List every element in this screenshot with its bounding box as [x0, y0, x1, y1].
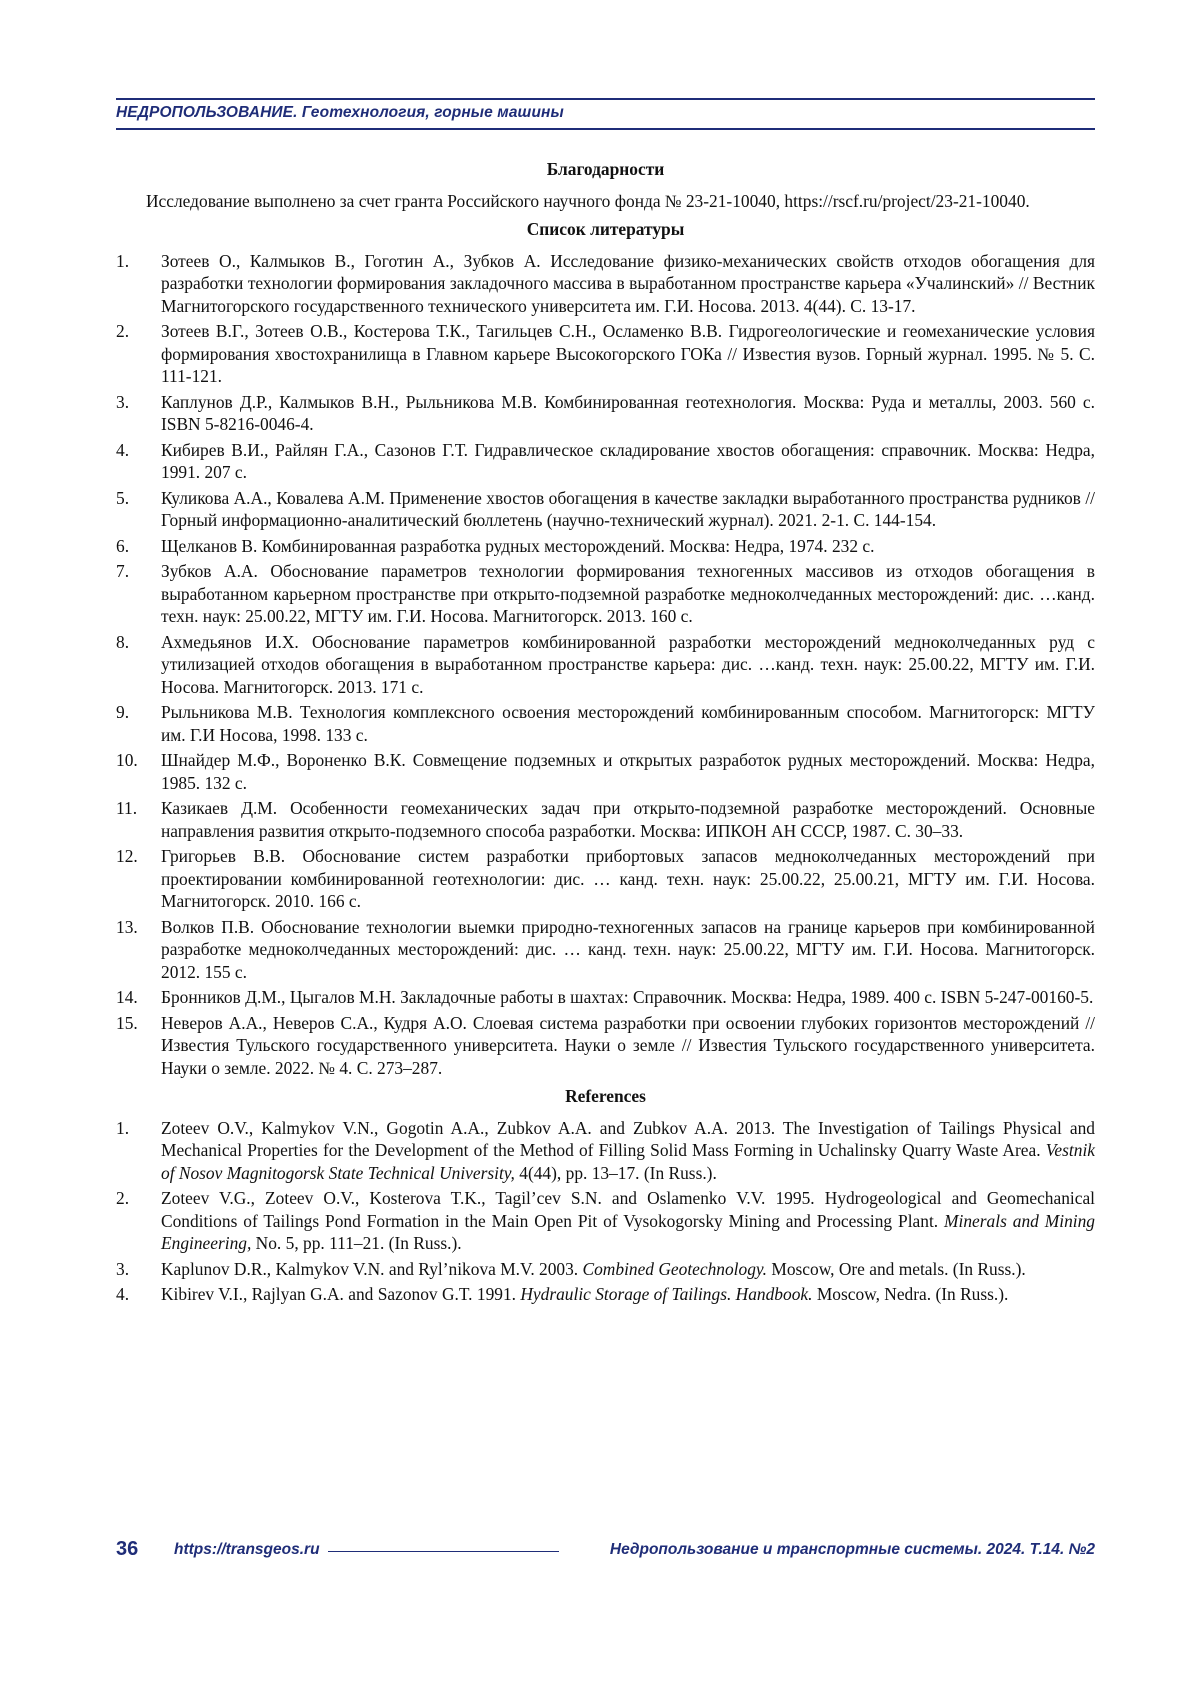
reference-authors-title: Kibirev V.I., Rajlyan G.A. and Sazonov G.T. 1991.: [161, 1284, 521, 1304]
site-url-link[interactable]: https://transgeos.ru: [174, 1541, 320, 1558]
reference-number: 10.: [116, 750, 138, 770]
reference-number: 3.: [116, 1258, 130, 1279]
reference-item: [116, 749, 1095, 794]
reference-item: [116, 1117, 1095, 1185]
reference-text: Шнайдер М.Ф., Вороненко В.К. Совмещение подземных и открытых разработок рудных месторождений. Москва: Недра, 1985. 132 с.: [161, 750, 1095, 793]
reference-number: 9.: [116, 702, 130, 722]
reference-item: [116, 845, 1095, 913]
reference-number: 4.: [116, 1284, 130, 1304]
reference-number: 5.: [116, 487, 130, 508]
reference-number: 11.: [116, 798, 138, 818]
reference-item: [116, 560, 1095, 628]
reference-number: 2.: [116, 1188, 130, 1208]
reference-source: Hydraulic Storage of Tailings. Handbook.: [520, 1284, 813, 1304]
reference-text: Казикаев Д.М. Особенности геомеханических задач при открыто-подземной разработке месторождений. Основные направления развития открыто-подземного способа разработки. Москва: ИПКОН АН СССР, 1987. С. 30–33.: [161, 798, 1095, 841]
reference-number: 12.: [116, 846, 138, 866]
reference-details: 4(44), pp. 13–17. (In Russ.).: [514, 1162, 717, 1183]
references-ru-list: [116, 250, 1095, 1080]
reference-number: 2.: [116, 321, 130, 341]
reference-item: [116, 701, 1095, 746]
reference-text: [161, 1258, 1095, 1281]
footer-rule: [328, 1551, 559, 1552]
reference-text: [161, 1117, 1095, 1185]
reference-number: 1.: [116, 1117, 130, 1138]
reference-item: [116, 487, 1095, 532]
reference-authors-title: Zoteev V.G., Zoteev O.V., Kosterova T.K., Tagil’cev S.N. and Oslamenko V.V. 1995. Hydrogeological and Geomechanical Conditions of Tailings Pond Formation in the Main Open Pit of Vysokogorsky Mining and Processing Plant.: [161, 1188, 1095, 1231]
reference-item: [116, 391, 1095, 436]
reference-text: Щелканов В. Комбинированная разработка рудных месторождений. Москва: Недра, 1974. 232 с.: [161, 535, 875, 556]
reference-text: Волков П.В. Обоснование технологии выемки природно-техногенных запасов на границе карьеров при комбинированной разработке медноколчеданных месторождений: дис. … канд. техн. наук: 25.00.22, МГТУ им. Г.И. Носова. Магнитогорск. 2012. 155 с.: [161, 916, 1095, 982]
reference-source: Minerals and Mining Engineering,: [161, 1210, 1095, 1253]
reference-number: 6.: [116, 535, 130, 556]
page-footer: [116, 1538, 1095, 1562]
reference-text: Каплунов Д.Р., Калмыков В.Н., Рыльникова М.В. Комбинированная геотехнология. Москва: Руда и металлы, 2003. 560 с. ISBN 5-8216-0046-4.: [161, 391, 1095, 434]
reference-item: [116, 916, 1095, 984]
reference-number: 13.: [116, 916, 138, 937]
reference-source: Combined Geotechnology.: [582, 1258, 768, 1279]
journal-section-title: НЕДРОПОЛЬЗОВАНИЕ. Геотехнология, горные машины: [116, 104, 564, 121]
reference-text: Зотеев В.Г., Зотеев О.В., Костерова Т.К., Тагильцев С.Н., Осламенко В.В. Гидрогеологические и геомеханические условия формирования хвостохранилища в Главном карьере Высокогорского ГОКа // Известия вузов. Горный журнал. 1995. № 5. С. 111-121.: [161, 321, 1095, 386]
journal-issue: Недропользование и транспортные системы. 2024. Т.14. №2: [609, 1541, 1095, 1558]
reference-source: Vestnik of Nosov Magnitogorsk State Technical University,: [161, 1140, 1095, 1183]
reference-number: 15.: [116, 1012, 138, 1033]
reference-item: [116, 1283, 1095, 1306]
reference-number: 8.: [116, 631, 130, 652]
reference-text: [161, 1187, 1095, 1255]
page-number: 36: [116, 1538, 139, 1560]
reference-text: Ахмедьянов И.Х. Обоснование параметров комбинированной разработки месторождений медноколчеданных руд с утилизацией отходов обогащения в выработанном пространстве карьера: дис. …канд. техн. наук: 25.00.22, МГТУ им. Г.И. Носова. Магнитогорск. 2013. 171 с.: [161, 631, 1095, 697]
reference-text: Зубков А.А. Обоснование параметров технологии формирования техногенных массивов из отходов обогащения в выработанном карьерном пространстве при открыто-подземной разработке медноколчеданных месторождений: дис. …канд. техн. наук: 25.00.22, МГТУ им. Г.И. Носова. Магнитогорск. 2013. 160 с.: [161, 561, 1095, 626]
reference-number: 14.: [116, 987, 138, 1007]
reference-item: [116, 631, 1095, 699]
reference-item: [116, 320, 1095, 388]
reference-item: [116, 1258, 1095, 1281]
header-bottom-rule: [116, 128, 1095, 130]
reference-text: Григорьев В.В. Обоснование систем разработки прибортовых запасов медноколчеданных месторождений при проектировании комбинированной геотехнологии: дис. … канд. техн. наук: 25.00.22, 25.00.21, МГТУ им. Г.И. Носова. Магнитогорск. 2010. 166 с.: [161, 846, 1095, 911]
page-content: [116, 150, 1095, 1309]
reference-authors-title: Zoteev O.V., Kalmykov V.N., Gogotin A.A., Zubkov A.A. and Zubkov A.A. 2013. The Investigation of Tailings Physical and Mechanical Properties for the Development of the Method of Filling Solid Mass Forming in Uchalinsky Quarry Waste Area.: [161, 1117, 1095, 1160]
reference-text: Куликова А.А., Ковалева А.М. Применение хвостов обогащения в качестве закладки выработанного пространства рудников // Горный информационно-аналитический бюллетень (научно-технический журнал). 2021. 2-1. С. 144-154.: [161, 487, 1095, 530]
acknowledgements-heading: Благодарности: [546, 159, 665, 179]
reference-item: [116, 250, 1095, 318]
reference-authors-title: Kaplunov D.R., Kalmykov V.N. and Ryl’nikova M.V. 2003.: [161, 1258, 583, 1279]
reference-item: [116, 535, 1095, 558]
reference-number: 3.: [116, 391, 130, 412]
reference-text: Кибирев В.И., Райлян Г.А., Сазонов Г.Т. Гидравлическое складирование хвостов обогащения: справочник. Москва: Недра, 1991. 207 с.: [161, 439, 1095, 482]
reference-item: [116, 986, 1095, 1009]
reference-number: 1.: [116, 250, 130, 271]
references-ru-heading: Список литературы: [526, 219, 685, 239]
reference-item: [116, 1187, 1095, 1255]
reference-item: [116, 797, 1095, 842]
header-top-rule: [116, 98, 1095, 100]
reference-text: Зотеев О., Калмыков В., Гоготин А., Зубков А. Исследование физико-механических свойств отходов обогащения для разработки технологии формирования закладочного массива в выработанном пространстве карьера «Учалинский» // Вестник Магнитогорского государственного технического университета им. Г.И. Носова. 2013. 4(44). С. 13-17.: [161, 250, 1095, 316]
reference-number: 7.: [116, 561, 130, 581]
reference-number: 4.: [116, 439, 130, 460]
reference-details: Moscow, Ore and metals. (In Russ.).: [767, 1258, 1026, 1279]
reference-text: Рыльникова М.В. Технология комплексного освоения месторождений комбинированным способом. Магнитогорск: МГТУ им. Г.И Носова, 1998. 133 с.: [161, 702, 1095, 745]
references-en-list: [116, 1117, 1095, 1306]
references-en-heading: References: [565, 1086, 646, 1106]
reference-item: [116, 439, 1095, 484]
reference-text: [161, 1283, 1095, 1306]
acknowledgements-text: Исследование выполнено за счет гранта Российского научного фонда № 23-21-10040, https://rscf.ru/project/23-21-10040.: [146, 190, 1030, 211]
reference-details: Moscow, Nedra. (In Russ.).: [812, 1284, 1009, 1304]
reference-item: [116, 1012, 1095, 1080]
reference-details: No. 5, pp. 111–21. (In Russ.).: [251, 1233, 462, 1253]
reference-text: Бронников Д.М., Цыгалов М.Н. Закладочные работы в шахтах: Справочник. Москва: Недра, 1989. 400 с. ISBN 5-247-00160-5.: [161, 987, 1094, 1007]
reference-text: Неверов А.А., Неверов С.А., Кудря А.О. Слоевая система разработки при освоении глубоких горизонтов месторождений //Известия Тульского государственного университета. Науки о земле // Известия Тульского государственного университета. Науки о земле. 2022. № 4. С. 273–287.: [161, 1012, 1095, 1078]
